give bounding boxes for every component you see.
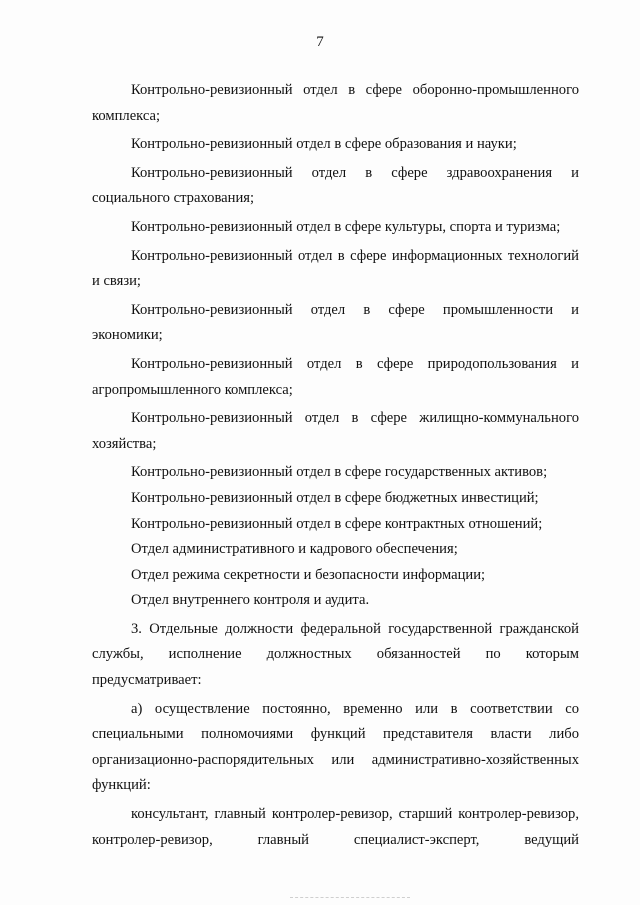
paragraph-5: Контрольно-ревизионный отдел в сфере информационных технологий и связи;: [92, 247, 579, 290]
paragraph-9: Контрольно-ревизионный отдел в сфере государственных активов;: [131, 464, 548, 481]
paragraph-13: Отдел режима секретности и безопасности информации;: [131, 566, 486, 583]
paragraph-4: Контрольно-ревизионный отдел в сфере культуры, спорта и туризма;: [131, 218, 561, 235]
paragraph-2: Контрольно-ревизионный отдел в сфере образования и науки;: [131, 136, 517, 153]
page-number: 7: [316, 34, 324, 50]
paragraph-14: Отдел внутреннего контроля и аудита.: [131, 592, 370, 609]
paragraph-16: а) осуществление постоянно, временно или в соответствии со специальными полномочиями функций представителя власти либо организационно-распорядительных или административно-хозяйственных функций:: [92, 700, 579, 794]
paragraph-7: Контрольно-ревизионный отдел в сфере природопользования и агропромышленного комплекса;: [92, 355, 579, 398]
paragraph-11: Контрольно-ревизионный отдел в сфере контрактных отношений;: [131, 515, 543, 532]
paragraph-8: Контрольно-ревизионный отдел в сфере жилищно-коммунального хозяйства;: [92, 410, 579, 452]
paragraph-10: Контрольно-ревизионный отдел в сфере бюджетных инвестиций;: [131, 489, 539, 506]
paragraph-17: консультант, главный контролер-ревизор, старший контролер-ревизор, контролер-ревизор, главный специалист-эксперт, ведущий: [92, 806, 579, 848]
document-body: [92, 78, 579, 853]
paragraph-6: Контрольно-ревизионный отдел в сфере промышленности и экономики;: [92, 301, 579, 344]
paragraph-3: Контрольно-ревизионный отдел в сфере здравоохранения и социального страхования;: [92, 164, 579, 207]
paragraph-12: Отдел административного и кадрового обеспечения;: [131, 541, 458, 558]
paragraph-15: 3. Отдельные должности федеральной государственной гражданской службы, исполнение должностных обязанностей по которым предусматривает:: [92, 620, 579, 689]
scan-edge-mark: [290, 897, 410, 902]
paragraph-1: Контрольно-ревизионный отдел в сфере оборонно-промышленного комплекса;: [92, 82, 579, 124]
